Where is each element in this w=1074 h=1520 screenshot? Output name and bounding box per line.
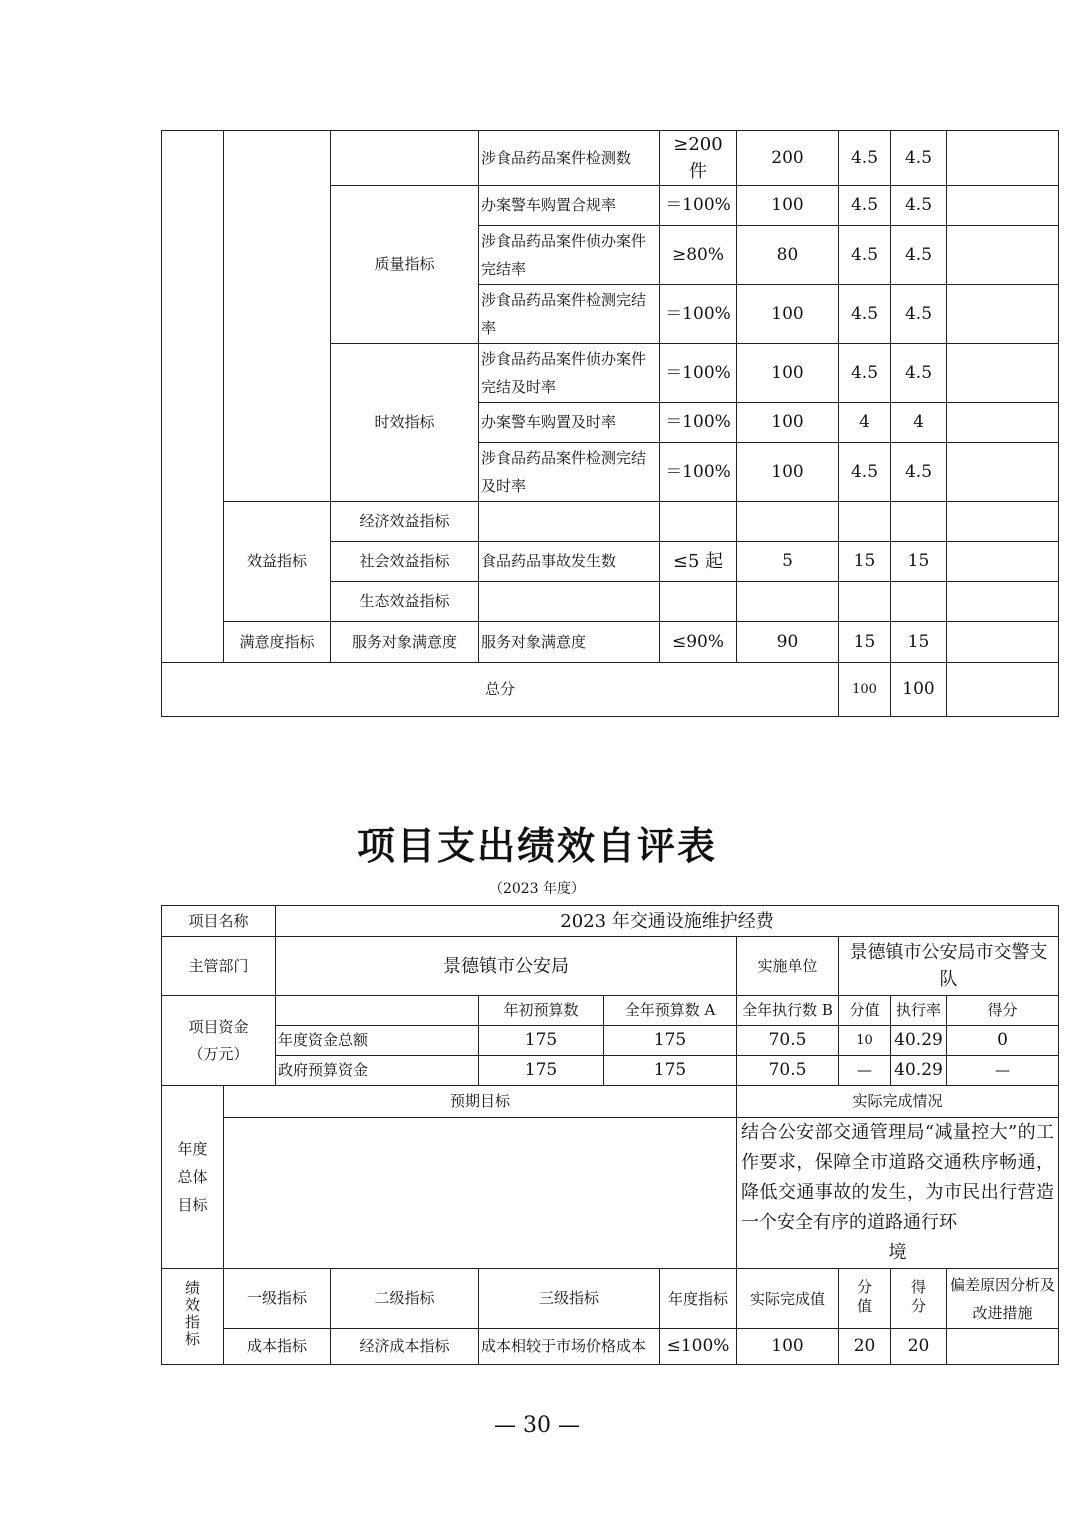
third-level-indicator: 办案警车购置合规率 bbox=[479, 186, 660, 226]
project-name-value: 2023 年交通设施维护经费 bbox=[276, 906, 1059, 937]
third-level-indicator: 涉食品药品案件侦办案件完结率 bbox=[479, 226, 660, 285]
second-level-indicator: 经济效益指标 bbox=[331, 502, 479, 542]
department-label: 主管部门 bbox=[162, 937, 276, 996]
second-level-indicator bbox=[331, 131, 479, 186]
actual-value: 100 bbox=[737, 443, 839, 502]
table-row bbox=[162, 622, 1059, 663]
annual-goal-label: 年度总体目标 bbox=[177, 1140, 208, 1214]
annual-target: ≥80% bbox=[660, 226, 737, 285]
implementing-unit-value: 景德镇市公安局市交警支队 bbox=[839, 937, 1059, 996]
third-level-indicator bbox=[479, 582, 660, 622]
third-level-indicator: 服务对象满意度 bbox=[479, 622, 660, 663]
weight-value: 4.5 bbox=[839, 344, 891, 403]
score-value bbox=[891, 582, 947, 622]
weight-value: 4.5 bbox=[839, 186, 891, 226]
score-value: 4.5 bbox=[891, 344, 947, 403]
annual-target: ＝100% bbox=[660, 186, 737, 226]
executed-amount-header: 全年执行数 B bbox=[737, 996, 839, 1026]
third-level-header: 三级指标 bbox=[479, 1269, 660, 1329]
deviation-note bbox=[947, 443, 1059, 502]
actual-value: 5 bbox=[737, 542, 839, 582]
deviation-note bbox=[947, 131, 1059, 186]
first-level-indicator: 满意度指标 bbox=[224, 622, 331, 663]
weight-header: 分值 bbox=[839, 1269, 891, 1329]
fund-weight: — bbox=[839, 1056, 891, 1086]
score-header: 得分 bbox=[947, 996, 1059, 1026]
annual-goal-label-cell bbox=[162, 1086, 224, 1269]
third-level-indicator: 涉食品药品案件检测数 bbox=[479, 131, 660, 186]
weight-value: 4.5 bbox=[839, 226, 891, 285]
second-level-header: 二级指标 bbox=[331, 1269, 479, 1329]
deviation-note bbox=[947, 582, 1059, 622]
actual-value bbox=[737, 582, 839, 622]
annual-target: ≥200 件 bbox=[660, 131, 737, 186]
actual-value: 200 bbox=[737, 131, 839, 186]
actual-value: 100 bbox=[737, 403, 839, 443]
annual-target bbox=[660, 502, 737, 542]
first-level-indicator-cell bbox=[224, 131, 331, 502]
second-level-indicator: 社会效益指标 bbox=[331, 542, 479, 582]
project-name-row bbox=[162, 906, 1059, 937]
deviation-note bbox=[947, 403, 1059, 443]
second-level-indicator: 质量指标 bbox=[331, 186, 479, 344]
initial-budget: 175 bbox=[479, 1056, 604, 1086]
weight-value: 15 bbox=[839, 622, 891, 663]
total-label: 总分 bbox=[162, 663, 839, 717]
fund-row-label: 年度资金总额 bbox=[276, 1026, 479, 1056]
first-level-indicator: 效益指标 bbox=[224, 502, 331, 622]
fund-label: 项目资金 bbox=[188, 1017, 249, 1036]
performance-table-continued bbox=[161, 130, 1059, 717]
score-value: 15 bbox=[891, 542, 947, 582]
initial-budget: 175 bbox=[479, 1026, 604, 1056]
actual-value: 90 bbox=[737, 622, 839, 663]
total-score: 100 bbox=[891, 663, 947, 717]
weight-value: 4.5 bbox=[839, 443, 891, 502]
third-level-indicator bbox=[479, 502, 660, 542]
department-row bbox=[162, 937, 1059, 996]
weight-header: 分值 bbox=[839, 996, 891, 1026]
annual-target: ≤100% bbox=[660, 1329, 737, 1365]
actual-completion-text: 结合公安部交通管理局“减量控大”的工作要求，保障全市道路交通秩序畅通，降低交通事故的发生，为市民出行营造一个安全有序的道路通行环 bbox=[741, 1122, 1055, 1233]
actual-value: 100 bbox=[737, 186, 839, 226]
actual-value: 80 bbox=[737, 226, 839, 285]
annual-budget-header: 全年预算数 A bbox=[604, 996, 737, 1026]
third-level-indicator: 办案警车购置及时率 bbox=[479, 403, 660, 443]
execution-rate-header: 执行率 bbox=[891, 996, 947, 1026]
fund-score: — bbox=[947, 1056, 1059, 1086]
actual-value bbox=[737, 502, 839, 542]
fund-unit: （万元） bbox=[188, 1044, 249, 1063]
fund-row-label: 政府预算资金 bbox=[276, 1056, 479, 1086]
score-value: 15 bbox=[891, 622, 947, 663]
score-value: 4.5 bbox=[891, 443, 947, 502]
first-level-indicator-cell bbox=[162, 131, 224, 663]
annual-budget: 175 bbox=[604, 1056, 737, 1086]
deviation-note bbox=[947, 542, 1059, 582]
second-level-indicator: 服务对象满意度 bbox=[331, 622, 479, 663]
execution-rate: 40.29 bbox=[891, 1056, 947, 1086]
third-level-indicator: 涉食品药品案件检测完结及时率 bbox=[479, 443, 660, 502]
deviation-note bbox=[947, 622, 1059, 663]
actual-completion-content bbox=[737, 1118, 1059, 1269]
page-title: 项目支出绩效自评表 bbox=[356, 823, 717, 868]
annual-budget: 175 bbox=[604, 1026, 737, 1056]
deviation-note bbox=[947, 502, 1059, 542]
department-value: 景德镇市公安局 bbox=[276, 937, 737, 996]
annual-target: ＝100% bbox=[660, 344, 737, 403]
deviation-note bbox=[947, 285, 1059, 344]
page-number: — 30 — bbox=[494, 1413, 580, 1438]
score-value bbox=[891, 502, 947, 542]
actual-value: 100 bbox=[737, 344, 839, 403]
annual-target: ≤5 起 bbox=[660, 542, 737, 582]
expected-goal-content bbox=[224, 1118, 737, 1269]
fund-score: 0 bbox=[947, 1026, 1059, 1056]
implementing-unit-label: 实施单位 bbox=[737, 937, 839, 996]
executed-amount: 70.5 bbox=[737, 1026, 839, 1056]
fund-row bbox=[162, 1056, 1059, 1086]
annual-target-header: 年度指标 bbox=[660, 1269, 737, 1329]
actual-completion-tail: 境 bbox=[888, 1242, 907, 1263]
total-row bbox=[162, 663, 1059, 717]
actual-value: 100 bbox=[737, 285, 839, 344]
fund-row bbox=[162, 1026, 1059, 1056]
score-header: 得分 bbox=[891, 1269, 947, 1329]
actual-completion-header: 实际完成情况 bbox=[737, 1086, 1059, 1118]
table-row bbox=[162, 1329, 1059, 1365]
fund-header-blank bbox=[276, 996, 479, 1026]
actual-value: 100 bbox=[737, 1329, 839, 1365]
third-level-indicator: 食品药品事故发生数 bbox=[479, 542, 660, 582]
score-value: 4.5 bbox=[891, 186, 947, 226]
second-level-indicator: 时效指标 bbox=[331, 344, 479, 502]
goal-content-row bbox=[162, 1118, 1059, 1269]
project-self-evaluation-table bbox=[161, 905, 1059, 1365]
deviation-header: 偏差原因分析及改进措施 bbox=[947, 1269, 1059, 1329]
weight-value: 15 bbox=[839, 542, 891, 582]
actual-value-header: 实际完成值 bbox=[737, 1269, 839, 1329]
annual-target: ≤90% bbox=[660, 622, 737, 663]
weight-value: 4.5 bbox=[839, 131, 891, 186]
weight-value bbox=[839, 502, 891, 542]
performance-label-cell bbox=[162, 1269, 224, 1365]
total-note bbox=[947, 663, 1059, 717]
deviation-note bbox=[947, 344, 1059, 403]
project-name-label: 项目名称 bbox=[162, 906, 276, 937]
third-level-indicator: 涉食品药品案件侦办案件完结及时率 bbox=[479, 344, 660, 403]
deviation-note bbox=[947, 1329, 1059, 1365]
weight-value: 20 bbox=[839, 1329, 891, 1365]
expected-goal-header: 预期目标 bbox=[224, 1086, 737, 1118]
fund-label-cell bbox=[162, 996, 276, 1086]
annual-target: ＝100% bbox=[660, 403, 737, 443]
deviation-note bbox=[947, 226, 1059, 285]
score-value: 4 bbox=[891, 403, 947, 443]
initial-budget-header: 年初预算数 bbox=[479, 996, 604, 1026]
third-level-indicator: 涉食品药品案件检测完结率 bbox=[479, 285, 660, 344]
goal-header-row bbox=[162, 1086, 1059, 1118]
score-value: 4.5 bbox=[891, 285, 947, 344]
score-value: 20 bbox=[891, 1329, 947, 1365]
execution-rate: 40.29 bbox=[891, 1026, 947, 1056]
score-value: 4.5 bbox=[891, 131, 947, 186]
first-level-header: 一级指标 bbox=[224, 1269, 331, 1329]
score-value: 4.5 bbox=[891, 226, 947, 285]
weight-value bbox=[839, 582, 891, 622]
annual-target bbox=[660, 582, 737, 622]
year-subtitle: （2023 年度） bbox=[488, 881, 586, 897]
table-row bbox=[162, 131, 1059, 186]
fund-header-row bbox=[162, 996, 1059, 1026]
first-level-indicator: 成本指标 bbox=[224, 1329, 331, 1365]
weight-value: 4.5 bbox=[839, 285, 891, 344]
deviation-note bbox=[947, 186, 1059, 226]
second-level-indicator: 经济成本指标 bbox=[331, 1329, 479, 1365]
total-weight: 100 bbox=[839, 663, 891, 717]
annual-target: ＝100% bbox=[660, 443, 737, 502]
table-row bbox=[162, 502, 1059, 542]
annual-target: ＝100% bbox=[660, 285, 737, 344]
performance-header-row bbox=[162, 1269, 1059, 1329]
executed-amount: 70.5 bbox=[737, 1056, 839, 1086]
performance-indicator-label: 绩效指标 bbox=[184, 1279, 200, 1348]
fund-weight: 10 bbox=[839, 1026, 891, 1056]
second-level-indicator: 生态效益指标 bbox=[331, 582, 479, 622]
weight-value: 4 bbox=[839, 403, 891, 443]
third-level-indicator: 成本相较于市场价格成本 bbox=[479, 1329, 660, 1365]
